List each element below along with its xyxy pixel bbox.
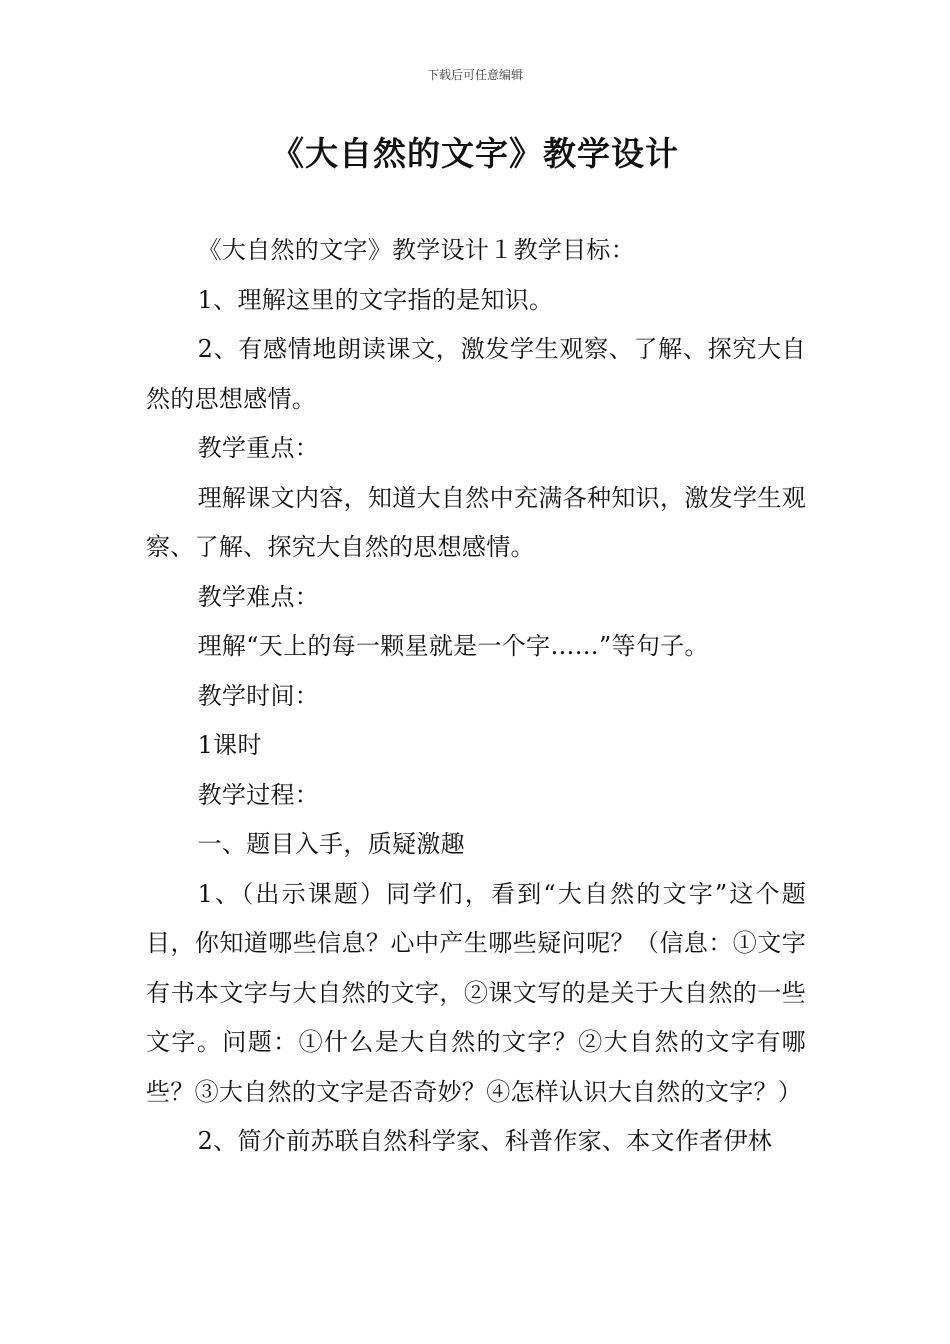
paragraph-difficulties-heading: 教学难点：: [197, 582, 320, 611]
document-body: [146, 226, 806, 1167]
paragraph-time-heading: 教学时间：: [197, 681, 320, 710]
paragraph-process-heading: 教学过程：: [197, 780, 320, 809]
paragraph-objective-2: 2、有感情地朗读课文，激发学生观察、了解、探究大自然的思想感情。: [146, 335, 806, 413]
paragraph-step-1: 1、（出示课题）同学们，看到“大自然的文字”这个题目，你知道哪些信息？心中产生哪些疑问呢？（信息：①文字有书本文字与大自然的文字，②课文写的是关于大自然的一些文字。问题：①什么是大自然的文字？②大自然的文字有哪些？③大自然的文字是否奇妙？④怎样认识大自然的文字？）: [146, 879, 806, 1106]
paragraph-section-1: 一、题目入手，质疑激趣: [197, 830, 465, 858]
paragraph-key-points-heading: 教学重点：: [197, 434, 320, 462]
document-title: 《大自然的文字》教学设计: [271, 134, 679, 173]
header-note: 下载后可任意编辑: [426, 68, 523, 82]
paragraph-difficulties: 理解“天上的每一颗星就是一个字……”等句子。: [197, 632, 709, 660]
paragraph-key-points: 理解课文内容，知道大自然中充满各种知识，激发学生观察、了解、探究大自然的思想感情。: [146, 483, 806, 561]
paragraph-objectives-heading: 《大自然的文字》教学设计１教学目标：: [197, 236, 635, 264]
paragraph-time: 1课时: [197, 731, 262, 759]
paragraph-objective-1: 1、理解这里的文字指的是知识。: [197, 285, 554, 314]
paragraph-step-2: 2、简介前苏联自然科学家、科普作家、本文作者伊林: [197, 1127, 773, 1155]
